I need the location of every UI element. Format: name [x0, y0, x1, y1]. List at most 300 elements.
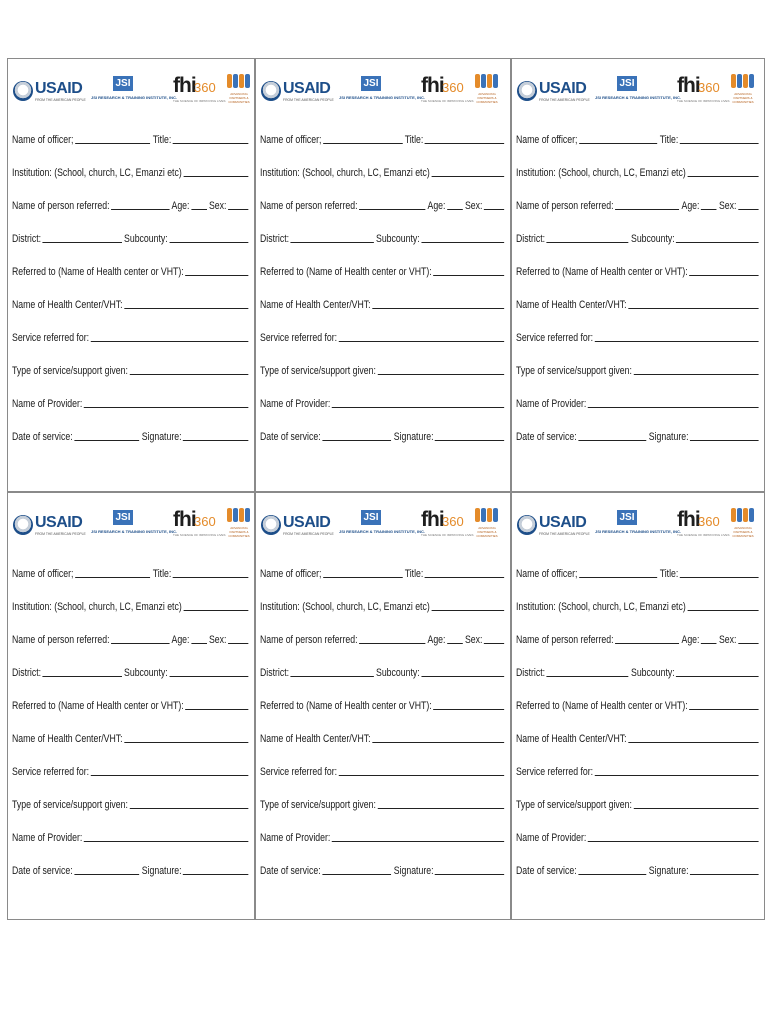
signature-field[interactable]	[690, 439, 758, 441]
district-row	[260, 663, 507, 679]
officer-row	[260, 564, 507, 580]
partner-logo	[473, 506, 501, 542]
date-label: Date of service:	[12, 865, 73, 877]
health-center-label: Name of Health Center/VHT:	[516, 299, 627, 311]
provider-row	[516, 394, 761, 410]
officer-row	[260, 130, 507, 146]
sex-field[interactable]	[484, 642, 504, 644]
person-label: Name of person referred:	[12, 200, 110, 212]
person-field[interactable]	[111, 208, 169, 210]
subcounty-label: Subcounty:	[631, 233, 675, 245]
date-field[interactable]	[322, 873, 391, 875]
subcounty-label: Subcounty:	[124, 667, 168, 679]
person-field[interactable]	[359, 642, 425, 644]
district-row	[516, 229, 761, 245]
health-center-label: Name of Health Center/VHT:	[260, 733, 371, 745]
partner-logo	[225, 72, 253, 108]
title-label: Title:	[659, 134, 679, 146]
referred-to-label: Referred to (Name of Health center or VHT):	[12, 700, 184, 712]
officer-row	[516, 130, 761, 146]
signature-field[interactable]	[183, 873, 248, 875]
referral-card	[7, 58, 255, 492]
age-label: Age:	[427, 634, 446, 646]
sex-label: Sex:	[718, 634, 737, 646]
provider-row	[260, 394, 507, 410]
age-field[interactable]	[447, 208, 463, 210]
sex-field[interactable]	[228, 208, 248, 210]
service-label: Service referred for:	[12, 332, 90, 344]
partner-logo	[473, 72, 501, 108]
subcounty-field[interactable]	[676, 675, 758, 677]
person-figure-icon	[731, 74, 736, 88]
service-label: Service referred for:	[260, 332, 338, 344]
health-center-field[interactable]	[628, 307, 758, 309]
referred-to-field[interactable]	[689, 274, 758, 276]
district-field[interactable]	[291, 241, 374, 243]
officer-row	[12, 564, 251, 580]
provider-field[interactable]	[84, 840, 248, 842]
title-field[interactable]	[173, 142, 248, 144]
institution-row	[516, 597, 761, 613]
institution-field[interactable]	[183, 609, 248, 611]
date-row	[12, 861, 251, 877]
officer-field[interactable]	[75, 576, 150, 578]
support-row	[12, 795, 251, 811]
referral-card	[255, 58, 511, 492]
support-label: Type of service/support given:	[260, 799, 376, 811]
date-row	[260, 427, 507, 443]
person-figure-icon	[481, 74, 486, 88]
person-figure-icon	[743, 74, 748, 88]
sex-label: Sex:	[464, 200, 483, 212]
person-figure-icon	[233, 74, 238, 88]
provider-field[interactable]	[588, 406, 758, 408]
person-row	[260, 196, 507, 212]
district-field[interactable]	[43, 241, 122, 243]
institution-row	[12, 597, 251, 613]
support-row	[516, 795, 761, 811]
referred-to-field[interactable]	[185, 708, 248, 710]
usaid-wordmark: USAID	[539, 80, 587, 97]
service-row	[516, 328, 761, 344]
service-label: Service referred for:	[260, 766, 338, 778]
fhi360-tagline: THE SCIENCE OF IMPROVING LIVES	[173, 99, 226, 103]
title-field[interactable]	[425, 142, 504, 144]
district-label: District:	[260, 233, 290, 245]
age-field[interactable]	[447, 642, 463, 644]
health-center-row	[260, 295, 507, 311]
district-label: District:	[12, 233, 42, 245]
health-center-field[interactable]	[628, 741, 758, 743]
signature-field[interactable]	[183, 439, 248, 441]
fhi360-logo	[421, 508, 474, 538]
support-field[interactable]	[129, 373, 248, 375]
date-field[interactable]	[74, 439, 139, 441]
jsi-tagline: JSI RESEARCH & TRAINING INSTITUTE, INC.	[339, 95, 426, 100]
fhi360-tagline: THE SCIENCE OF IMPROVING LIVES	[421, 99, 474, 103]
provider-row	[12, 828, 251, 844]
fhi360-number: 360	[698, 514, 720, 529]
provider-field[interactable]	[332, 406, 504, 408]
usaid-wordmark: USAID	[539, 514, 587, 531]
age-field[interactable]	[701, 208, 717, 210]
institution-field[interactable]	[431, 175, 504, 177]
provider-label: Name of Provider:	[260, 398, 331, 410]
officer-label: Name of officer;	[260, 134, 322, 146]
referred-to-field[interactable]	[185, 274, 248, 276]
service-row	[260, 328, 507, 344]
service-field[interactable]	[595, 774, 759, 776]
sex-field[interactable]	[228, 642, 248, 644]
age-label: Age:	[681, 634, 700, 646]
person-figure-icon	[737, 74, 742, 88]
officer-row	[12, 130, 251, 146]
partner-logo	[225, 506, 253, 542]
jsi-wordmark: JSI	[113, 76, 133, 91]
date-field[interactable]	[74, 873, 139, 875]
institution-label: Institution: (School, church, LC, Emanzi etc)	[12, 167, 182, 179]
referral-card	[7, 492, 255, 926]
date-field[interactable]	[578, 873, 646, 875]
institution-field[interactable]	[687, 175, 758, 177]
person-field[interactable]	[615, 208, 679, 210]
provider-field[interactable]	[588, 840, 758, 842]
sex-label: Sex:	[464, 634, 483, 646]
provider-label: Name of Provider:	[516, 398, 587, 410]
service-field[interactable]	[91, 340, 249, 342]
usaid-tagline: FROM THE AMERICAN PEOPLE	[35, 98, 86, 102]
date-row	[516, 427, 761, 443]
support-row	[516, 361, 761, 377]
referred-to-row	[516, 696, 761, 712]
institution-label: Institution: (School, church, LC, Emanzi etc)	[12, 601, 182, 613]
institution-label: Institution: (School, church, LC, Emanzi etc)	[516, 601, 686, 613]
fhi360-wordmark: fhi	[421, 508, 444, 531]
service-field[interactable]	[339, 340, 505, 342]
date-field[interactable]	[578, 439, 646, 441]
referred-to-label: Referred to (Name of Health center or VHT):	[516, 700, 688, 712]
provider-label: Name of Provider:	[516, 832, 587, 844]
jsi-logo	[339, 76, 426, 106]
person-figure-icon	[487, 508, 492, 522]
date-row	[260, 861, 507, 877]
jsi-wordmark: JSI	[361, 76, 381, 91]
health-center-row	[260, 729, 507, 745]
support-field[interactable]	[633, 807, 758, 809]
service-field[interactable]	[91, 774, 249, 776]
jsi-tagline: JSI RESEARCH & TRAINING INSTITUTE, INC.	[595, 529, 682, 534]
subcounty-field[interactable]	[676, 241, 758, 243]
support-field[interactable]	[129, 807, 248, 809]
service-label: Service referred for:	[516, 766, 594, 778]
officer-row	[516, 564, 761, 580]
title-label: Title:	[404, 568, 424, 580]
signature-field[interactable]	[435, 439, 504, 441]
district-label: District:	[516, 233, 546, 245]
referral-card	[511, 492, 765, 926]
person-figure-icon	[737, 508, 742, 522]
title-label: Title:	[404, 134, 424, 146]
person-figure-icon	[239, 74, 244, 88]
district-field[interactable]	[547, 241, 629, 243]
logo-strip	[261, 72, 507, 108]
institution-row	[516, 163, 761, 179]
date-label: Date of service:	[516, 865, 577, 877]
fhi360-number: 360	[194, 80, 216, 95]
date-row	[516, 861, 761, 877]
fhi360-wordmark: fhi	[173, 508, 196, 531]
jsi-logo	[339, 510, 426, 540]
date-label: Date of service:	[516, 431, 577, 443]
person-label: Name of person referred:	[516, 200, 614, 212]
partner-tagline: ADVANCING PARTNERS & COMMUNITIES	[732, 92, 754, 104]
partner-tagline: ADVANCING PARTNERS & COMMUNITIES	[228, 92, 250, 104]
logo-strip	[13, 506, 251, 542]
fhi360-number: 360	[442, 80, 464, 95]
referred-to-field[interactable]	[689, 708, 758, 710]
jsi-logo	[91, 510, 178, 540]
jsi-logo	[91, 76, 178, 106]
provider-label: Name of Provider:	[12, 832, 83, 844]
fhi360-logo	[677, 74, 730, 104]
support-row	[12, 361, 251, 377]
referred-to-row	[516, 262, 761, 278]
person-row	[516, 196, 761, 212]
sex-field[interactable]	[484, 208, 504, 210]
person-field[interactable]	[615, 642, 679, 644]
person-figure-icon	[749, 74, 754, 88]
title-label: Title:	[659, 568, 679, 580]
fhi360-tagline: THE SCIENCE OF IMPROVING LIVES	[421, 533, 474, 537]
usaid-wordmark: USAID	[283, 514, 331, 531]
health-center-field[interactable]	[372, 307, 504, 309]
health-center-row	[516, 729, 761, 745]
service-row	[260, 762, 507, 778]
fhi360-number: 360	[698, 80, 720, 95]
person-figure-icon	[731, 508, 736, 522]
referred-to-row	[12, 696, 251, 712]
person-figure-icon	[475, 74, 480, 88]
date-label: Date of service:	[260, 865, 321, 877]
institution-label: Institution: (School, church, LC, Emanzi etc)	[260, 167, 430, 179]
referred-to-field[interactable]	[433, 708, 504, 710]
person-figure-icon	[227, 508, 232, 522]
institution-row	[12, 163, 251, 179]
person-figure-icon	[239, 508, 244, 522]
health-center-row	[516, 295, 761, 311]
support-row	[260, 795, 507, 811]
subcounty-field[interactable]	[169, 241, 248, 243]
sex-field[interactable]	[738, 208, 758, 210]
district-field[interactable]	[291, 675, 374, 677]
usaid-logo	[261, 512, 334, 540]
officer-field[interactable]	[579, 576, 657, 578]
officer-label: Name of officer;	[516, 134, 578, 146]
subcounty-field[interactable]	[169, 675, 248, 677]
signature-label: Signature:	[141, 431, 182, 443]
referred-to-label: Referred to (Name of Health center or VHT):	[260, 700, 432, 712]
person-figure-icon	[245, 74, 250, 88]
sex-label: Sex:	[208, 634, 227, 646]
fhi360-wordmark: fhi	[421, 74, 444, 97]
usaid-logo	[261, 78, 334, 106]
support-label: Type of service/support given:	[516, 799, 632, 811]
fhi360-wordmark: fhi	[173, 74, 196, 97]
referred-to-label: Referred to (Name of Health center or VHT):	[516, 266, 688, 278]
support-label: Type of service/support given:	[516, 365, 632, 377]
person-field[interactable]	[359, 208, 425, 210]
title-field[interactable]	[680, 142, 758, 144]
district-row	[12, 663, 251, 679]
jsi-tagline: JSI RESEARCH & TRAINING INSTITUTE, INC.	[91, 529, 178, 534]
logo-strip	[517, 506, 761, 542]
usaid-logo	[13, 78, 86, 106]
officer-field[interactable]	[323, 142, 402, 144]
usaid-tagline: FROM THE AMERICAN PEOPLE	[35, 532, 86, 536]
district-row	[12, 229, 251, 245]
provider-row	[260, 828, 507, 844]
institution-field[interactable]	[431, 609, 504, 611]
officer-field[interactable]	[323, 576, 402, 578]
title-field[interactable]	[425, 576, 504, 578]
person-figure-icon	[487, 74, 492, 88]
age-label: Age:	[171, 200, 190, 212]
person-row	[260, 630, 507, 646]
partner-logo	[729, 72, 757, 108]
health-center-row	[12, 729, 251, 745]
person-figure-icon	[493, 508, 498, 522]
sex-label: Sex:	[718, 200, 737, 212]
subcounty-field[interactable]	[421, 241, 504, 243]
support-field[interactable]	[377, 373, 504, 375]
jsi-logo	[595, 76, 682, 106]
district-row	[516, 663, 761, 679]
usaid-seal-icon	[517, 81, 537, 101]
health-center-field[interactable]	[124, 307, 248, 309]
support-field[interactable]	[633, 373, 758, 375]
referred-to-label: Referred to (Name of Health center or VHT):	[260, 266, 432, 278]
age-label: Age:	[427, 200, 446, 212]
service-label: Service referred for:	[516, 332, 594, 344]
service-field[interactable]	[339, 774, 505, 776]
usaid-logo	[517, 512, 590, 540]
person-figure-icon	[475, 508, 480, 522]
institution-field[interactable]	[687, 609, 758, 611]
officer-label: Name of officer;	[516, 568, 578, 580]
district-label: District:	[260, 667, 290, 679]
support-label: Type of service/support given:	[12, 799, 128, 811]
usaid-logo	[517, 78, 590, 106]
age-field[interactable]	[701, 642, 717, 644]
title-field[interactable]	[173, 576, 248, 578]
usaid-seal-icon	[517, 515, 537, 535]
referred-to-field[interactable]	[433, 274, 504, 276]
officer-field[interactable]	[75, 142, 150, 144]
referral-card	[511, 58, 765, 492]
date-label: Date of service:	[260, 431, 321, 443]
support-row	[260, 361, 507, 377]
jsi-tagline: JSI RESEARCH & TRAINING INSTITUTE, INC.	[339, 529, 426, 534]
usaid-tagline: FROM THE AMERICAN PEOPLE	[283, 98, 334, 102]
title-field[interactable]	[680, 576, 758, 578]
signature-label: Signature:	[648, 431, 689, 443]
usaid-wordmark: USAID	[283, 80, 331, 97]
person-label: Name of person referred:	[260, 200, 358, 212]
jsi-tagline: JSI RESEARCH & TRAINING INSTITUTE, INC.	[91, 95, 178, 100]
fhi360-tagline: THE SCIENCE OF IMPROVING LIVES	[173, 533, 226, 537]
health-center-field[interactable]	[372, 741, 504, 743]
jsi-wordmark: JSI	[617, 510, 637, 525]
age-field[interactable]	[191, 642, 207, 644]
partner-tagline: ADVANCING PARTNERS & COMMUNITIES	[476, 92, 498, 104]
provider-field[interactable]	[332, 840, 504, 842]
fhi360-wordmark: fhi	[677, 508, 700, 531]
signature-field[interactable]	[435, 873, 504, 875]
subcounty-field[interactable]	[421, 675, 504, 677]
date-field[interactable]	[322, 439, 391, 441]
institution-field[interactable]	[183, 175, 248, 177]
subcounty-label: Subcounty:	[631, 667, 675, 679]
age-label: Age:	[171, 634, 190, 646]
health-center-field[interactable]	[124, 741, 248, 743]
district-label: District:	[12, 667, 42, 679]
health-center-label: Name of Health Center/VHT:	[12, 733, 123, 745]
age-field[interactable]	[191, 208, 207, 210]
sex-field[interactable]	[738, 642, 758, 644]
usaid-wordmark: USAID	[35, 80, 83, 97]
service-field[interactable]	[595, 340, 759, 342]
officer-label: Name of officer;	[260, 568, 322, 580]
officer-field[interactable]	[579, 142, 657, 144]
title-label: Title:	[152, 134, 172, 146]
fhi360-logo	[173, 74, 226, 104]
date-row	[12, 427, 251, 443]
referred-to-row	[260, 262, 507, 278]
fhi360-logo	[677, 508, 730, 538]
district-row	[260, 229, 507, 245]
provider-label: Name of Provider:	[260, 832, 331, 844]
provider-row	[12, 394, 251, 410]
support-field[interactable]	[377, 807, 504, 809]
person-figure-icon	[245, 508, 250, 522]
district-field[interactable]	[547, 675, 629, 677]
health-center-label: Name of Health Center/VHT:	[12, 299, 123, 311]
provider-field[interactable]	[84, 406, 248, 408]
usaid-seal-icon	[13, 81, 33, 101]
signature-field[interactable]	[690, 873, 758, 875]
person-figure-icon	[481, 508, 486, 522]
usaid-tagline: FROM THE AMERICAN PEOPLE	[283, 532, 334, 536]
person-label: Name of person referred:	[516, 634, 614, 646]
usaid-tagline: FROM THE AMERICAN PEOPLE	[539, 98, 590, 102]
logo-strip	[517, 72, 761, 108]
support-label: Type of service/support given:	[12, 365, 128, 377]
logo-strip	[261, 506, 507, 542]
logo-strip	[13, 72, 251, 108]
signature-label: Signature:	[393, 431, 434, 443]
person-row	[516, 630, 761, 646]
institution-row	[260, 597, 507, 613]
service-row	[12, 762, 251, 778]
partner-logo	[729, 506, 757, 542]
date-label: Date of service:	[12, 431, 73, 443]
district-label: District:	[516, 667, 546, 679]
jsi-logo	[595, 510, 682, 540]
health-center-label: Name of Health Center/VHT:	[516, 733, 627, 745]
person-field[interactable]	[111, 642, 169, 644]
district-field[interactable]	[43, 675, 122, 677]
partner-tagline: ADVANCING PARTNERS & COMMUNITIES	[732, 526, 754, 538]
